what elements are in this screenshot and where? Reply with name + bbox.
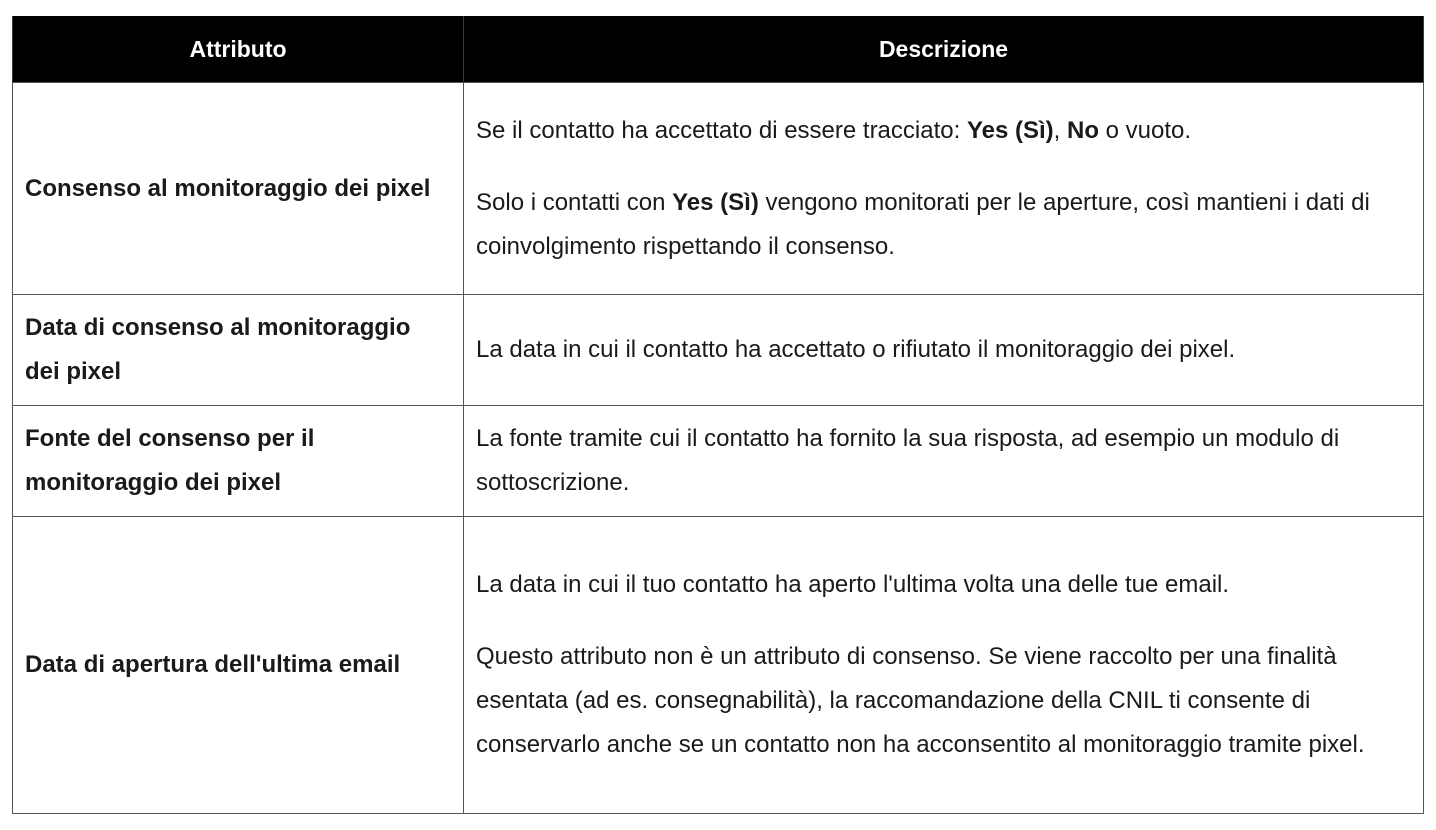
description-paragraph <box>476 109 1411 153</box>
table-row <box>13 406 1424 517</box>
header-description: Descrizione <box>464 16 1424 83</box>
header-attribute: Attributo <box>13 16 464 83</box>
attributes-table-container <box>12 16 1423 814</box>
attribute-cell: Consenso al monitoraggio dei pixel <box>13 83 464 295</box>
value-no: No <box>1067 116 1099 144</box>
description-paragraph: Questo attributo non è un attributo di consenso. Se viene raccolto per una finalità esentata (ad es. consegnabilità), la raccomandazione della CNIL ti consente di conservarlo anche se un contatto non ha acconsentito al monitoraggio tramite pixel. <box>476 643 1365 758</box>
table-row <box>13 295 1424 406</box>
description-cell: La data in cui il contatto ha accettato o rifiutato il monitoraggio dei pixel. <box>464 295 1424 406</box>
description-cell <box>464 83 1424 295</box>
table-row <box>13 83 1424 295</box>
description-cell: La fonte tramite cui il contatto ha fornito la sua risposta, ad esempio un modulo di sottoscrizione. <box>464 406 1424 517</box>
description-paragraph: La data in cui il tuo contatto ha aperto l'ultima volta una delle tue email. <box>476 571 1230 598</box>
description-paragraph <box>476 181 1411 269</box>
description-text: Solo i contatti con <box>476 188 673 216</box>
description-cell <box>464 517 1424 814</box>
attribute-cell: Data di consenso al monitoraggio dei pixel <box>13 295 464 406</box>
table-body <box>13 83 1424 814</box>
table-header <box>13 16 1424 83</box>
description-text: Se il contatto ha accettato di essere tracciato: <box>476 116 967 144</box>
table-row <box>13 517 1424 814</box>
value-yes: Yes (Sì) <box>672 188 759 216</box>
description-text: , <box>1053 116 1067 144</box>
description-text: o vuoto. <box>1099 116 1192 144</box>
header-row <box>13 16 1424 83</box>
attributes-table <box>12 16 1424 814</box>
value-yes: Yes (Sì) <box>966 116 1054 144</box>
attribute-cell: Data di apertura dell'ultima email <box>13 517 464 814</box>
attribute-cell: Fonte del consenso per il monitoraggio dei pixel <box>13 406 464 517</box>
description-text: vengono monitorati per le aperture, così mantieni i dati di coinvolgimento rispettando il consenso. <box>476 188 1370 260</box>
